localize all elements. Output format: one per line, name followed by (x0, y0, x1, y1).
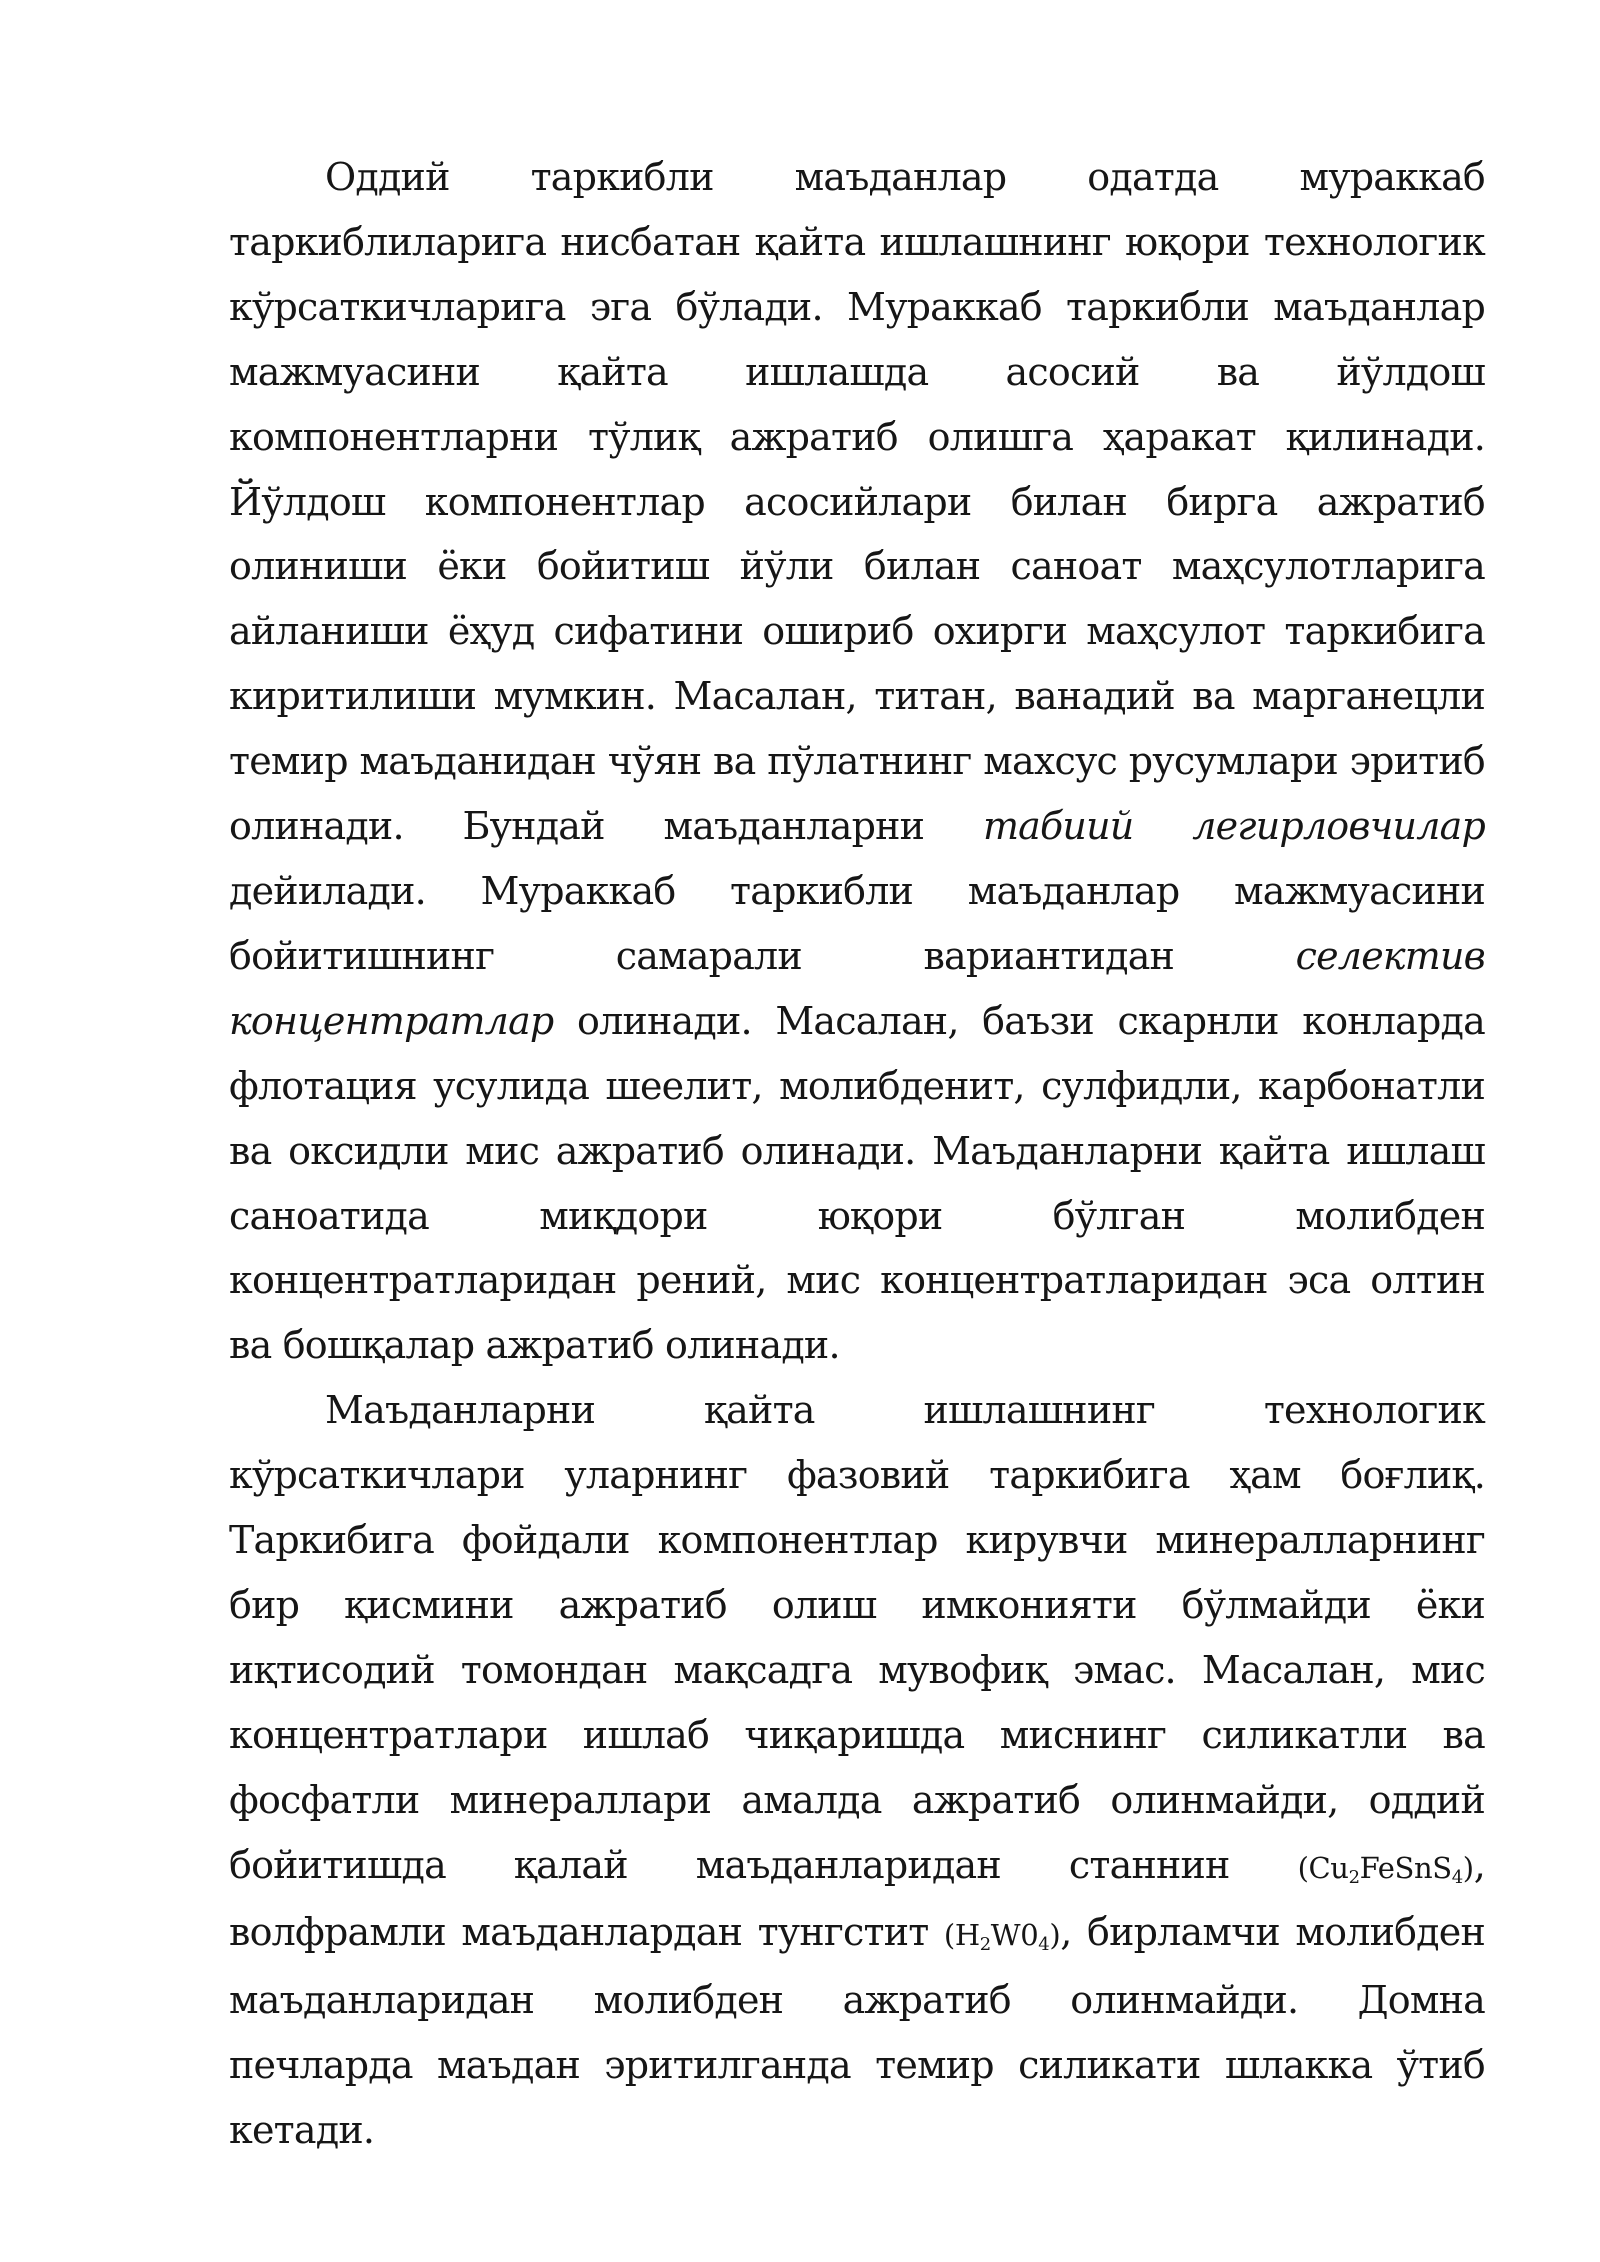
text-run: Маъданларни қайта ишлашнинг технологик кўрсаткичлари уларнинг фазовий таркибига ҳам боғлиқ. Таркибига фойдали компонентлар кирувчи минералларнинг бир қисмини ажратиб олиш имконияти бўлмайди ёки иқтисодий томондан мақсадга мувофиқ эмас. Масалан, мис концентратлари ишлаб чиқаришда миснинг силикатли ва фосфатли минераллари амалда ажратиб олинмайди, оддий бойитишда қалай маъданларидан станнин (229, 1388, 1485, 1887)
chemical-formula-stannine (1297, 1850, 1474, 1888)
formula-part: ) (1462, 1850, 1474, 1885)
text-run: , бирламчи молибден маъданларидан молибден ажратиб олинмайди. Домна печларда маъдан эритилганда темир силикати шлакка ўтиб кетади. (229, 1910, 1485, 2153)
formula-subscript: 4 (1451, 1866, 1463, 1888)
formula-part: FeSnS (1359, 1850, 1452, 1885)
text-run: олинади. Масалан, баъзи скарнли конларда флотация усулида шеелит, молибденит, сулфидли, карбонатли ва оксидли мис ажратиб олинади. Маъданларни қайта ишлаш саноатида миқдори юқори бўлган молибден концентратларидан рений, мис концентратларидан эса олтин ва бошқалар ажратиб олинади. (229, 998, 1485, 1368)
text-run: , волфрамли маъданлардан тунгстит (229, 1842, 1485, 1955)
text-run: Оддий таркибли маъданлар одатда мураккаб таркиблиларига нисбатан қайта ишлашнинг юқори технологик кўрсаткичларига эга бўлади. Мураккаб таркибли маъданлар мажмуасини қайта ишлашда асосий ва йўлдош компонентларни тўлиқ ажратиб олишга ҳаракат қилинади. Йўлдош компонентлар асосийлари билан бирга ажратиб олиниши ёки бойитиш йўли билан саноат маҳсулотларига айланиши ёҳуд сифатини ошириб охирги маҳсулот таркибига киритилиши мумкин. Масалан, титан, ванадий ва марганецли темир маъданидан чўян ва пўлатнинг махсус русумлари эритиб олинади. Бундай маъданларни (229, 155, 1485, 849)
formula-subscript: 4 (1038, 1934, 1050, 1956)
formula-part: ) (1049, 1918, 1061, 1953)
formula-part: (H (943, 1918, 980, 1953)
formula-subscript: 2 (1348, 1866, 1360, 1888)
chemical-formula-tungstite (943, 1918, 1061, 1956)
formula-part: (Cu (1297, 1850, 1349, 1885)
paragraph (229, 145, 1485, 1378)
formula-part: W0 (990, 1918, 1039, 1953)
text-run: дейилади. Мураккаб таркибли маъданлар мажмуасини бойитишнинг самарали вариантидан (229, 868, 1485, 978)
italic-term: табиий легирловчилар (982, 804, 1485, 849)
body-text (229, 145, 1485, 2163)
italic-term: селектив концентратлар (229, 933, 1485, 1043)
paragraph (229, 1378, 1485, 2163)
formula-subscript: 2 (979, 1934, 991, 1956)
